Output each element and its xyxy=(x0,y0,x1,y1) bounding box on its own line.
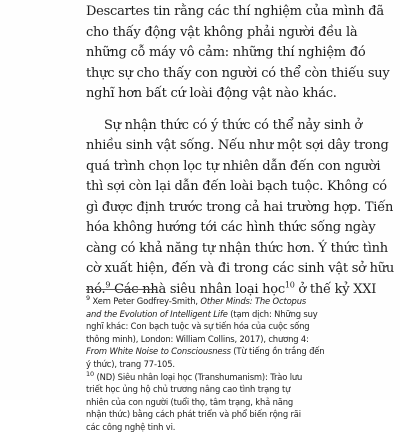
footnote-line: thông minh), London: William Collins, 2017), chương 4: xyxy=(86,333,309,344)
footnote-text: (Từ tiếng ồn trắng đến xyxy=(230,346,325,357)
footnotes xyxy=(86,294,325,434)
text-segment: nó. xyxy=(86,281,106,297)
text-line: Descartes tin rằng các thí nghiệm của mình đã xyxy=(86,4,384,19)
book-title: and the Evolution of Intelligent Life xyxy=(86,308,228,319)
text-line: nhiều sinh vật sống. Nếu như một sợi dây trong xyxy=(86,138,389,153)
text-line: hóa không hướng tới các hình thức sống ngày xyxy=(86,220,376,235)
chapter-title: From White Noise to Consciousness xyxy=(86,346,231,357)
footnote-line xyxy=(86,345,325,358)
text-line: quá trình chọn lọc tự nhiên dẫn đến con người xyxy=(86,158,381,174)
footnote-text: (tạm dịch: Những suy xyxy=(227,308,318,319)
footnote-divider xyxy=(86,289,156,290)
text-line: thực sự cho thấy con người có thể còn thiếu suy xyxy=(86,65,390,81)
footnote-ref-9[interactable]: 9 xyxy=(105,280,111,290)
footnote-number: 10 xyxy=(86,369,94,378)
footnote-line xyxy=(86,295,318,308)
footnote-line: triết học ủng hộ chủ trương nâng cao tình trạng tự xyxy=(86,384,291,395)
text-line: cho thấy động vật không phải người đều là xyxy=(86,24,358,40)
footnote-ref-10[interactable]: 10 xyxy=(284,280,295,290)
paragraph-2 xyxy=(86,116,394,301)
footnote-line: nhiên của con người (tuổi thọ, tâm trạng, khả năng xyxy=(86,396,294,407)
text-line: nghĩ hơn bất cứ loài động vật nào khác. xyxy=(86,86,337,101)
footnote-text: (ND) Siêu nhân loại học (Transhumanism): Trào lưu xyxy=(93,371,303,382)
footnote-line: nhận thức) bằng cách phát triển và phổ biến rộng rãi xyxy=(86,409,301,420)
footnote-line: nghĩ khác: Con bạch tuộc và sự tiến hóa của cuộc sống xyxy=(86,321,310,332)
text-segment: ở thế kỷ XXI xyxy=(294,281,377,297)
text-line: càng có khả năng tự nhận thức hơn. Ý thức tình xyxy=(86,240,388,256)
footnote-line xyxy=(86,371,318,384)
footnote-text: Xem Peter Godfrey-Smith, xyxy=(90,296,201,306)
footnote-number: 9 xyxy=(86,294,90,303)
text-line: gì được định trước trong cả hai trường hợp. Tiến xyxy=(86,199,394,215)
footnote-line xyxy=(86,308,318,321)
paragraph-1 xyxy=(86,2,390,105)
footnote-9 xyxy=(86,294,325,371)
text-line: cờ xuất hiện, đến và đi trong các sinh vật sở hữu xyxy=(86,261,394,276)
text-line: những cỗ máy vô cảm: những thí nghiệm đó xyxy=(86,45,366,60)
text-line: Sự nhận thức có ý thức có thể nảy sinh ở xyxy=(104,117,362,133)
text-segment: Các nhà siêu nhân loại học xyxy=(110,281,285,297)
text-line: thì sợi còn lại dẫn đến loài bạch tuộc. Không có xyxy=(86,179,387,194)
paragraph-spacer xyxy=(86,105,316,116)
footnote-10 xyxy=(86,371,318,434)
footnote-line: các công nghệ tinh vi. xyxy=(86,421,176,432)
book-title: Other Minds: The Octopus xyxy=(200,296,307,306)
footnote-line: ý thức), trang 77-105. xyxy=(86,358,175,369)
